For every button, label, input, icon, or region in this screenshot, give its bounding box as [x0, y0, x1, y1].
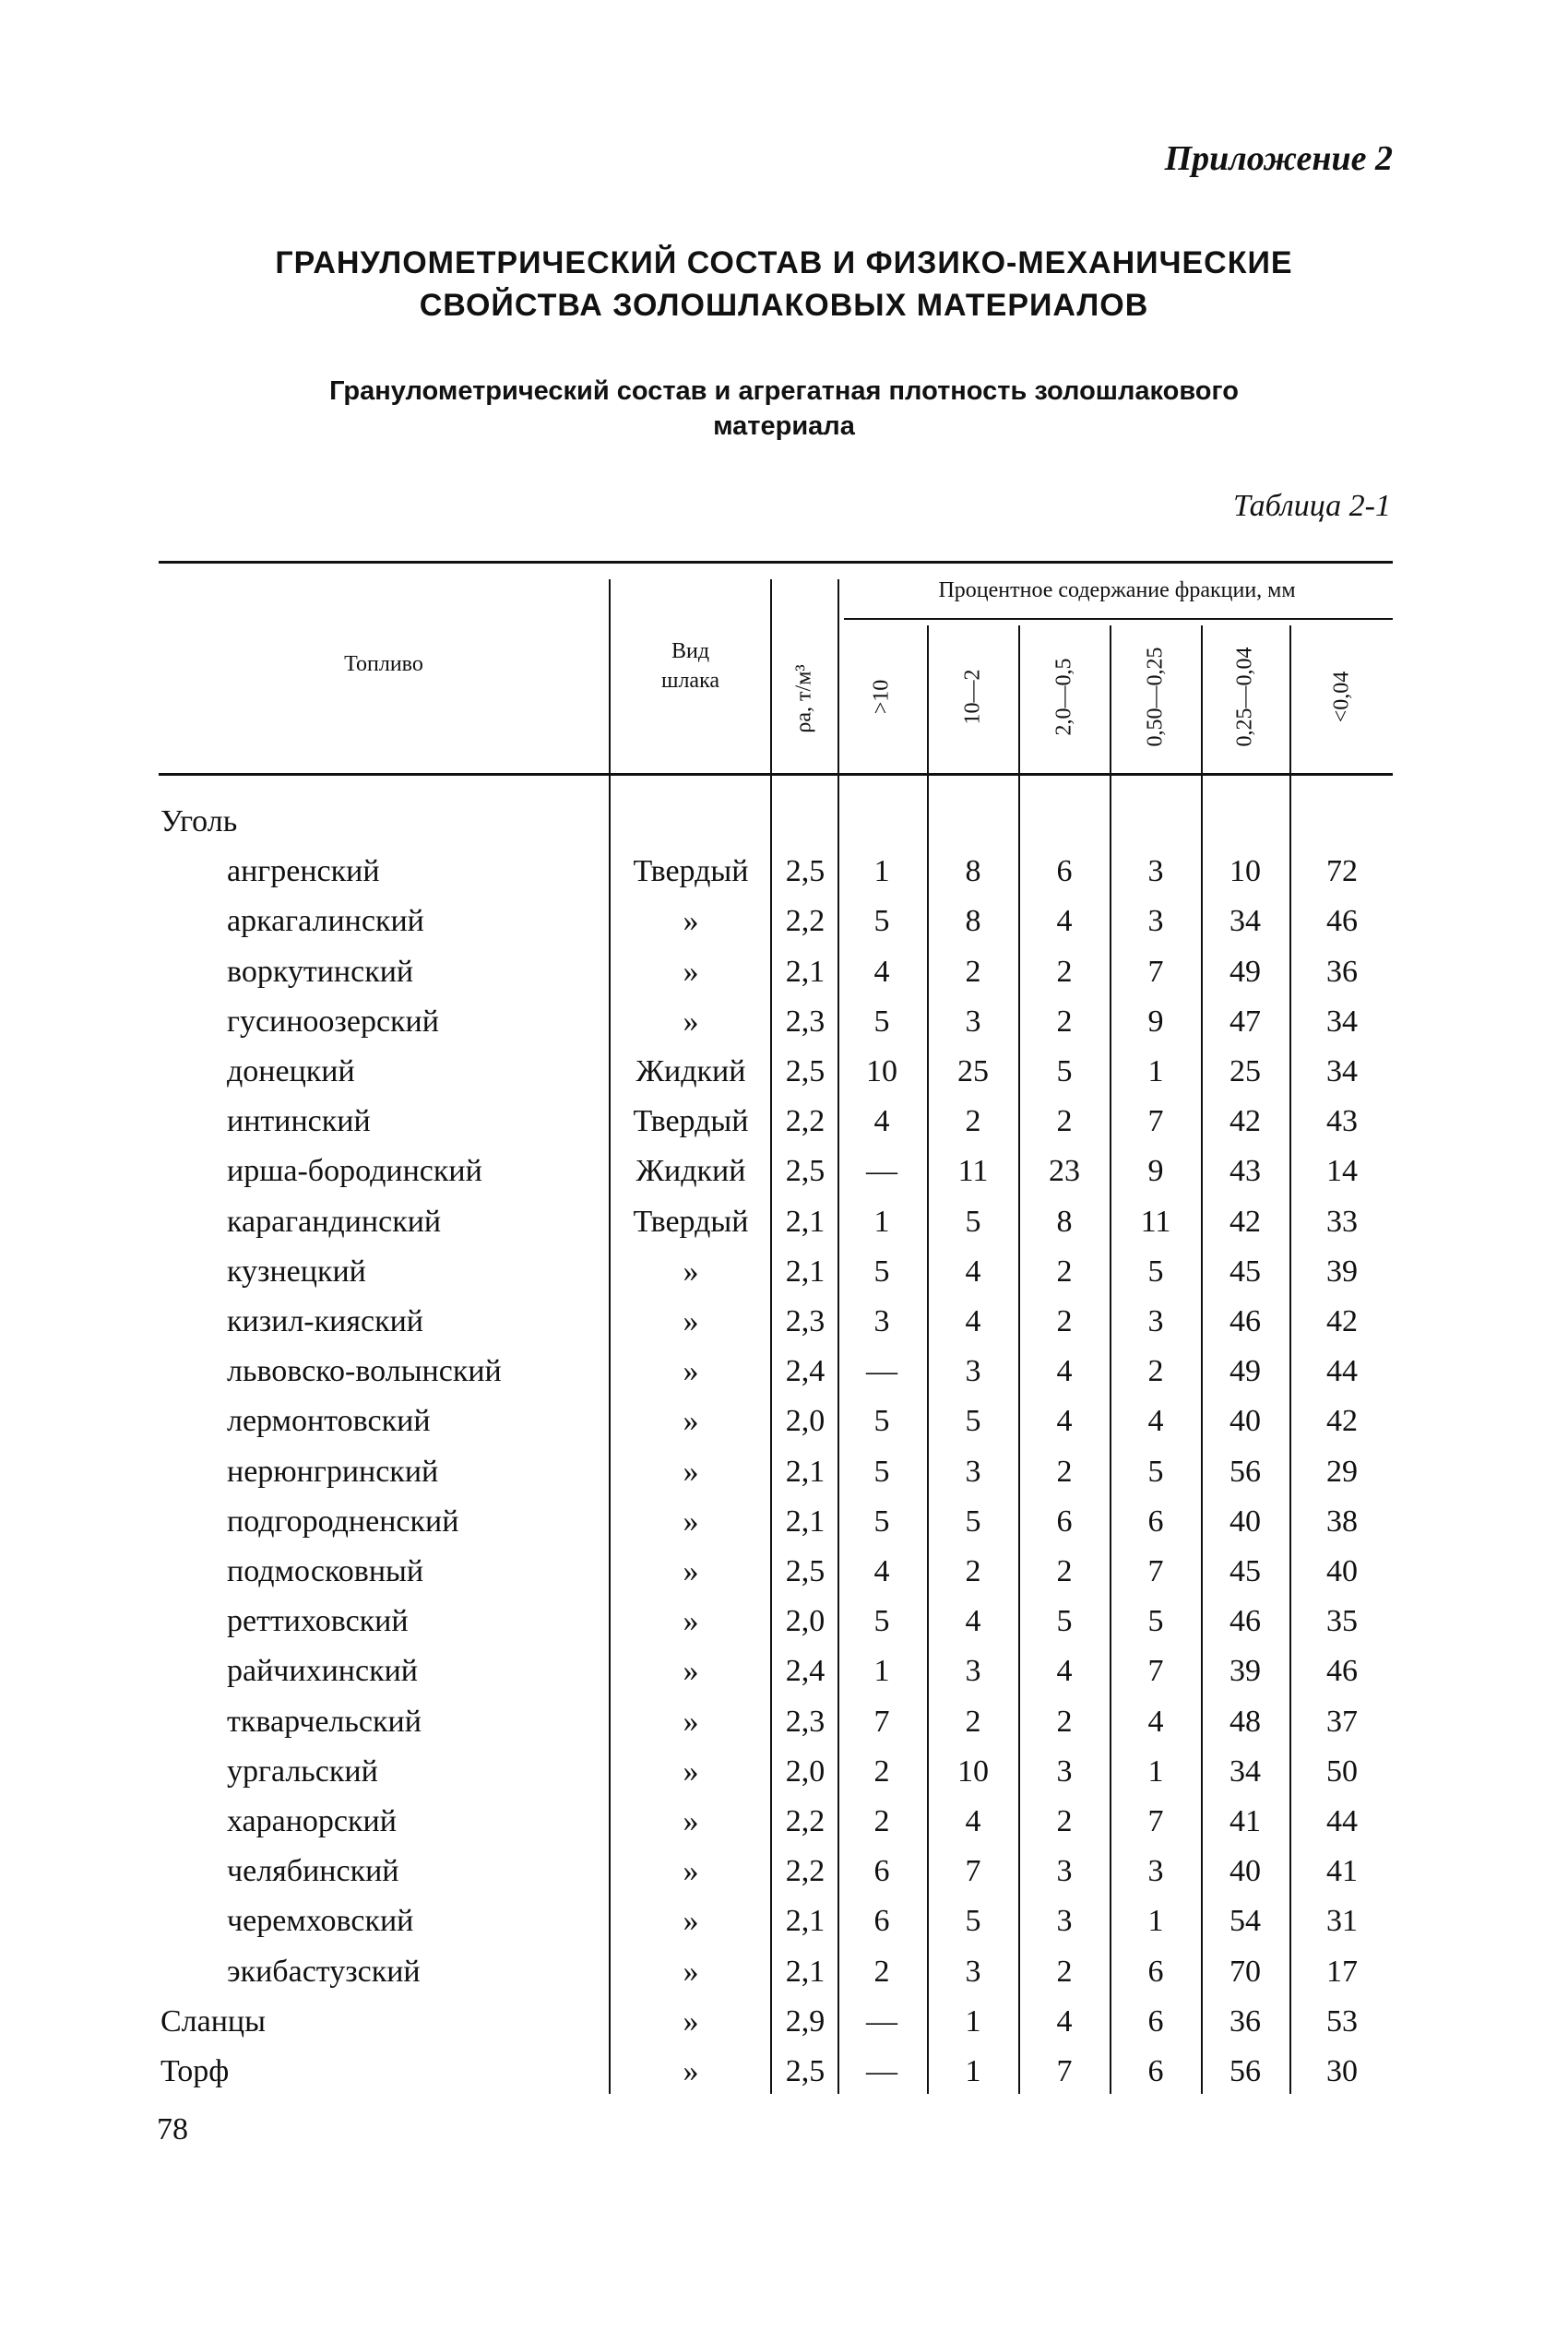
fraction-value: 2	[1056, 1455, 1073, 1489]
fraction-value: 40	[1229, 1854, 1261, 1888]
fraction-value: 3	[873, 1304, 890, 1338]
fraction-value: 8	[1056, 1205, 1073, 1239]
header-fraction-3: 0,50—0,25	[1143, 647, 1168, 747]
fraction-value: 4	[873, 1104, 890, 1138]
density-value: 2,4	[785, 1654, 826, 1688]
fraction-value: 41	[1229, 1804, 1261, 1838]
header-fraction-0: >10	[869, 679, 894, 715]
density-value: 2,3	[785, 1705, 826, 1739]
fraction-value: 5	[873, 1404, 890, 1438]
density-value: 2,2	[785, 904, 826, 938]
header-density: ρа, т/м³	[791, 664, 816, 733]
density-value: 2,1	[785, 1955, 826, 1989]
fraction-value: 2	[873, 1955, 890, 1989]
slag-type: »	[683, 1455, 699, 1489]
fraction-value: 2	[1056, 1005, 1073, 1039]
table-row	[0, 1850, 1568, 1893]
fraction-value: 46	[1229, 1304, 1261, 1338]
fraction-value: 5	[1056, 1054, 1073, 1088]
density-value: 2,1	[785, 1254, 826, 1289]
fraction-value: 9	[1147, 1005, 1164, 1039]
fraction-value: 34	[1326, 1005, 1358, 1039]
fraction-value: 25	[1229, 1054, 1261, 1088]
fraction-value: 2	[1056, 1804, 1073, 1838]
header-fraction-4: 0,25—0,04	[1232, 647, 1257, 747]
fuel-name: ирша-бородинский	[227, 1154, 482, 1188]
fraction-value	[1023, 801, 1106, 843]
header-fraction-group: Процентное содержание фракции, мм	[938, 578, 1296, 602]
table-row	[0, 1301, 1568, 1343]
fraction-value: 72	[1326, 854, 1358, 888]
fraction-value: 7	[1147, 1654, 1164, 1688]
density-value: 2,5	[785, 1054, 826, 1088]
fraction-value: 46	[1229, 1604, 1261, 1638]
slag-type: »	[683, 1404, 699, 1438]
fraction-value: 23	[1049, 1154, 1080, 1188]
fraction-value: 39	[1326, 1254, 1358, 1289]
slag-type: »	[683, 1554, 699, 1588]
slag-type: »	[683, 904, 699, 938]
fraction-value: 1	[1147, 1054, 1164, 1088]
header-fuel: Топливо	[344, 652, 423, 676]
density-value: 2,5	[785, 1554, 826, 1588]
table-row	[0, 801, 1568, 843]
fraction-value: 3	[1056, 1854, 1073, 1888]
density-value: 2,1	[785, 1504, 826, 1539]
fraction-value: 1	[1147, 1754, 1164, 1789]
fraction-value	[1114, 801, 1197, 843]
fraction-value: 34	[1229, 904, 1261, 938]
fraction-value: 38	[1326, 1504, 1358, 1539]
fuel-name: кузнецкий	[227, 1254, 366, 1289]
fraction-value: 39	[1229, 1654, 1261, 1688]
caption-line-2: материала	[713, 411, 855, 441]
fraction-value: 36	[1229, 2004, 1261, 2039]
fraction-value: 7	[1147, 1554, 1164, 1588]
table-row	[0, 1701, 1568, 1743]
fuel-name: экибастузский	[227, 1955, 421, 1989]
slag-type: »	[683, 1304, 699, 1338]
slag-type: »	[683, 1654, 699, 1688]
fraction-value: 45	[1229, 1254, 1261, 1289]
fraction-value: 5	[873, 1455, 890, 1489]
slag-type: »	[683, 955, 699, 989]
fraction-value: 46	[1326, 1654, 1358, 1688]
fraction-value: 1	[873, 1205, 890, 1239]
density-value: 2,5	[785, 1154, 826, 1188]
fraction-value: 5	[965, 1404, 981, 1438]
fraction-value: 54	[1229, 1904, 1261, 1938]
fraction-value: 3	[1147, 1854, 1164, 1888]
fraction-value: 47	[1229, 1005, 1261, 1039]
fraction-value: 11	[1140, 1205, 1171, 1239]
fraction-value: 5	[873, 1254, 890, 1289]
fraction-value: 8	[965, 904, 981, 938]
fraction-value: 29	[1326, 1455, 1358, 1489]
fraction-value: 3	[965, 1354, 981, 1388]
fraction-value: 6	[1056, 854, 1073, 888]
fraction-value: 5	[873, 1005, 890, 1039]
density-value: 2,5	[785, 2054, 826, 2088]
fraction-value: 46	[1326, 904, 1358, 938]
fraction-value: —	[866, 2054, 897, 2088]
fuel-name: реттиховский	[227, 1604, 409, 1638]
slag-type: »	[683, 1854, 699, 1888]
slag-type: »	[683, 1904, 699, 1938]
fraction-value: 4	[1147, 1404, 1164, 1438]
table-row	[0, 850, 1568, 893]
slag-type: Жидкий	[636, 1154, 746, 1188]
fraction-value: 3	[1147, 904, 1164, 938]
header-slag-line-1: Вид	[671, 639, 710, 663]
slag-type: Твердый	[633, 1205, 749, 1239]
fraction-value: 40	[1326, 1554, 1358, 1588]
fraction-value: 2	[965, 955, 981, 989]
fraction-value: 6	[1147, 1504, 1164, 1539]
fraction-value: 8	[965, 854, 981, 888]
fraction-value: 17	[1326, 1955, 1358, 1989]
fraction-value: 7	[1147, 955, 1164, 989]
fraction-group-rule	[844, 618, 1393, 620]
fraction-value: 42	[1229, 1205, 1261, 1239]
header-bottom-rule	[159, 773, 1393, 776]
fraction-value: 1	[965, 2004, 981, 2039]
density-value: 2,2	[785, 1104, 826, 1138]
fraction-value: 4	[1056, 904, 1073, 938]
header-fraction-1: 10—2	[960, 669, 985, 725]
density-value: 2,9	[785, 2004, 826, 2039]
header-fraction-2: 2,0—0,5	[1051, 658, 1076, 736]
table-row	[0, 1600, 1568, 1643]
table-caption	[212, 374, 1356, 444]
density-value: 2,3	[785, 1005, 826, 1039]
fraction-value: 7	[1147, 1104, 1164, 1138]
fraction-value: 5	[873, 1504, 890, 1539]
slag-type: »	[683, 1254, 699, 1289]
fraction-value: 4	[965, 1304, 981, 1338]
fraction-value: 2	[873, 1804, 890, 1838]
fraction-value: 2	[1056, 1304, 1073, 1338]
slag-type: »	[683, 2004, 699, 2039]
table-row	[0, 1051, 1568, 1093]
fraction-value: 6	[873, 1854, 890, 1888]
fraction-value: 34	[1229, 1754, 1261, 1789]
fraction-value: 10	[866, 1054, 897, 1088]
fraction-value: 40	[1229, 1504, 1261, 1539]
fraction-value: 5	[1147, 1254, 1164, 1289]
fraction-value: 2	[1056, 1554, 1073, 1588]
table-row	[0, 1551, 1568, 1593]
fraction-value: 3	[965, 1005, 981, 1039]
fraction-value: 50	[1326, 1754, 1358, 1789]
fraction-value: 3	[1147, 854, 1164, 888]
table-row	[0, 1100, 1568, 1143]
fraction-value: 4	[965, 1254, 981, 1289]
fraction-value: 2	[965, 1104, 981, 1138]
fraction-value: 40	[1229, 1404, 1261, 1438]
table-row	[0, 1951, 1568, 1993]
fraction-value: 3	[1056, 1754, 1073, 1789]
slag-type: »	[683, 1504, 699, 1539]
fraction-value: 4	[1056, 2004, 1073, 2039]
fraction-value: 3	[965, 1455, 981, 1489]
slag-type: »	[683, 1705, 699, 1739]
header-slag-type	[611, 636, 770, 695]
fraction-value: 43	[1229, 1154, 1261, 1188]
fuel-name: донецкий	[227, 1054, 355, 1088]
title-line-2: СВОЙСТВА ЗОЛОШЛАКОВЫХ МАТЕРИАЛОВ	[419, 288, 1149, 323]
fraction-value: 4	[1056, 1354, 1073, 1388]
slag-type: »	[683, 1955, 699, 1989]
fraction-value: —	[866, 1354, 897, 1388]
fraction-value: 2	[965, 1554, 981, 1588]
fraction-value: 14	[1326, 1154, 1358, 1188]
fraction-value: 2	[1056, 1955, 1073, 1989]
fraction-value: 44	[1326, 1804, 1358, 1838]
density-value: 2,0	[785, 1604, 826, 1638]
fraction-value	[932, 801, 1015, 843]
density-value: 2,3	[785, 1304, 826, 1338]
fraction-value: 70	[1229, 1955, 1261, 1989]
density-value: 2,2	[785, 1854, 826, 1888]
density-value: 2,1	[785, 955, 826, 989]
table-row	[0, 1400, 1568, 1443]
fraction-value: 2	[1147, 1354, 1164, 1388]
table-row	[0, 951, 1568, 993]
fraction-value: 5	[965, 1205, 981, 1239]
slag-type: »	[683, 1354, 699, 1388]
density-value: 2,4	[785, 1354, 826, 1388]
fraction-value: 42	[1326, 1404, 1358, 1438]
fraction-value: 6	[1056, 1504, 1073, 1539]
appendix-label: Приложение 2	[1164, 139, 1393, 178]
fraction-value: 37	[1326, 1705, 1358, 1739]
table-row	[0, 1001, 1568, 1043]
fraction-value: 6	[873, 1904, 890, 1938]
fraction-value	[840, 801, 923, 843]
fraction-value: 4	[965, 1804, 981, 1838]
fraction-value: 7	[873, 1705, 890, 1739]
fraction-value: 5	[1147, 1604, 1164, 1638]
table-row	[0, 1350, 1568, 1393]
fraction-value: 5	[965, 1504, 981, 1539]
page-number: 78	[157, 2112, 188, 2146]
fraction-value: 41	[1326, 1854, 1358, 1888]
page-title	[148, 242, 1420, 327]
fuel-name: райчихинский	[227, 1654, 418, 1688]
fraction-value: 43	[1326, 1104, 1358, 1138]
fraction-value: 10	[957, 1754, 989, 1789]
fraction-value: —	[866, 2004, 897, 2039]
fraction-value: 49	[1229, 1354, 1261, 1388]
slag-type: Жидкий	[636, 1054, 746, 1088]
fraction-value: 3	[965, 1955, 981, 1989]
fraction-value: 42	[1229, 1104, 1261, 1138]
fuel-name: подгородненский	[227, 1504, 459, 1539]
density-value	[773, 801, 837, 843]
slag-type: »	[683, 1804, 699, 1838]
fuel-name: Уголь	[160, 804, 238, 838]
fuel-name: черемховский	[227, 1904, 414, 1938]
density-value: 2,1	[785, 1205, 826, 1239]
slag-type	[612, 801, 769, 843]
fuel-name: воркутинский	[227, 955, 414, 989]
fuel-name: лермонтовский	[227, 1404, 431, 1438]
fraction-value: 7	[1147, 1804, 1164, 1838]
fuel-name: челябинский	[227, 1854, 399, 1888]
fraction-value: 3	[1056, 1904, 1073, 1938]
fraction-value: 7	[1056, 2054, 1073, 2088]
fraction-value: 45	[1229, 1554, 1261, 1588]
table-row	[0, 1201, 1568, 1243]
fraction-value: 34	[1326, 1054, 1358, 1088]
fraction-value: 53	[1326, 2004, 1358, 2039]
fuel-name: интинский	[227, 1104, 371, 1138]
fraction-value	[1301, 801, 1384, 843]
density-value: 2,0	[785, 1754, 826, 1789]
fraction-value: 4	[965, 1604, 981, 1638]
fraction-value: 1	[873, 1654, 890, 1688]
fraction-value: 3	[1147, 1304, 1164, 1338]
slag-type: Твердый	[633, 1104, 749, 1138]
fraction-value: 5	[873, 904, 890, 938]
fuel-name: Торф	[160, 2054, 230, 2088]
fraction-value: 5	[1056, 1604, 1073, 1638]
fraction-value: 6	[1147, 2004, 1164, 2039]
fraction-value: 4	[1056, 1404, 1073, 1438]
table-row	[0, 1501, 1568, 1543]
fuel-name: харанорский	[227, 1804, 397, 1838]
fuel-name: нерюнгринский	[227, 1455, 439, 1489]
slag-type: Твердый	[633, 854, 749, 888]
table-number: Таблица 2-1	[1233, 489, 1391, 523]
fraction-value: 9	[1147, 1154, 1164, 1188]
fraction-value: 6	[1147, 1955, 1164, 1989]
fraction-value: 49	[1229, 955, 1261, 989]
table-row	[0, 1650, 1568, 1693]
fraction-value: 30	[1326, 2054, 1358, 2088]
fraction-value: 4	[873, 955, 890, 989]
table-row	[0, 1251, 1568, 1293]
fraction-value: —	[866, 1154, 897, 1188]
fraction-value: 42	[1326, 1304, 1358, 1338]
table-row	[0, 1751, 1568, 1793]
fraction-value: 48	[1229, 1705, 1261, 1739]
density-value: 2,5	[785, 854, 826, 888]
fraction-value: 33	[1326, 1205, 1358, 1239]
fraction-value: 5	[873, 1604, 890, 1638]
fraction-value: 2	[1056, 1254, 1073, 1289]
fraction-value: 2	[965, 1705, 981, 1739]
table-row	[0, 2001, 1568, 2043]
fraction-value: 36	[1326, 955, 1358, 989]
header-fraction-5: <0,04	[1329, 671, 1354, 723]
fraction-value: 2	[1056, 1705, 1073, 1739]
fuel-name: кизил-кияский	[227, 1304, 423, 1338]
fraction-value: 25	[957, 1054, 989, 1088]
fuel-name: подмосковный	[227, 1554, 424, 1588]
fraction-value: 1	[873, 854, 890, 888]
fraction-value: 6	[1147, 2054, 1164, 2088]
fraction-value: 1	[1147, 1904, 1164, 1938]
fraction-value: 56	[1229, 1455, 1261, 1489]
density-value: 2,1	[785, 1904, 826, 1938]
density-value: 2,1	[785, 1455, 826, 1489]
fraction-value: 5	[1147, 1455, 1164, 1489]
table-row	[0, 1801, 1568, 1843]
density-value: 2,0	[785, 1404, 826, 1438]
fraction-value: 2	[873, 1754, 890, 1789]
fuel-name: Сланцы	[160, 2004, 266, 2039]
fuel-name: аркагалинский	[227, 904, 424, 938]
fuel-name: карагандинский	[227, 1205, 442, 1239]
caption-line-1: Гранулометрический состав и агрегатная плотность золошлакового	[329, 376, 1239, 406]
fraction-value: 10	[1229, 854, 1261, 888]
fraction-value: 31	[1326, 1904, 1358, 1938]
fraction-value: 7	[965, 1854, 981, 1888]
fraction-value: 4	[873, 1554, 890, 1588]
density-value: 2,2	[785, 1804, 826, 1838]
fraction-value: 2	[1056, 1104, 1073, 1138]
slag-type: »	[683, 2054, 699, 2088]
fraction-value: 1	[965, 2054, 981, 2088]
fuel-name: ангренский	[227, 854, 380, 888]
header-slag-line-2: шлака	[660, 669, 720, 693]
fuel-name: ургальский	[227, 1754, 378, 1789]
fraction-value: 2	[1056, 955, 1073, 989]
fraction-value: 11	[957, 1154, 989, 1188]
slag-type: »	[683, 1754, 699, 1789]
table-row	[0, 2051, 1568, 2093]
table-row	[0, 1150, 1568, 1193]
table-row	[0, 1900, 1568, 1943]
table-top-rule	[159, 561, 1393, 564]
fraction-value: 4	[1147, 1705, 1164, 1739]
fraction-value	[1204, 801, 1287, 843]
title-line-1: ГРАНУЛОМЕТРИЧЕСКИЙ СОСТАВ И ФИЗИКО-МЕХАНИЧЕСКИЕ	[275, 245, 1293, 280]
fraction-value: 44	[1326, 1354, 1358, 1388]
table-row	[0, 1451, 1568, 1493]
fuel-name: львовско-волынский	[227, 1354, 502, 1388]
fraction-value: 56	[1229, 2054, 1261, 2088]
fraction-value: 3	[965, 1654, 981, 1688]
fraction-value: 35	[1326, 1604, 1358, 1638]
fraction-value: 4	[1056, 1654, 1073, 1688]
slag-type: »	[683, 1604, 699, 1638]
table-row	[0, 900, 1568, 943]
fraction-value: 5	[965, 1904, 981, 1938]
fuel-name: ткварчельский	[227, 1705, 422, 1739]
slag-type: »	[683, 1005, 699, 1039]
fuel-name: гусиноозерский	[227, 1005, 439, 1039]
